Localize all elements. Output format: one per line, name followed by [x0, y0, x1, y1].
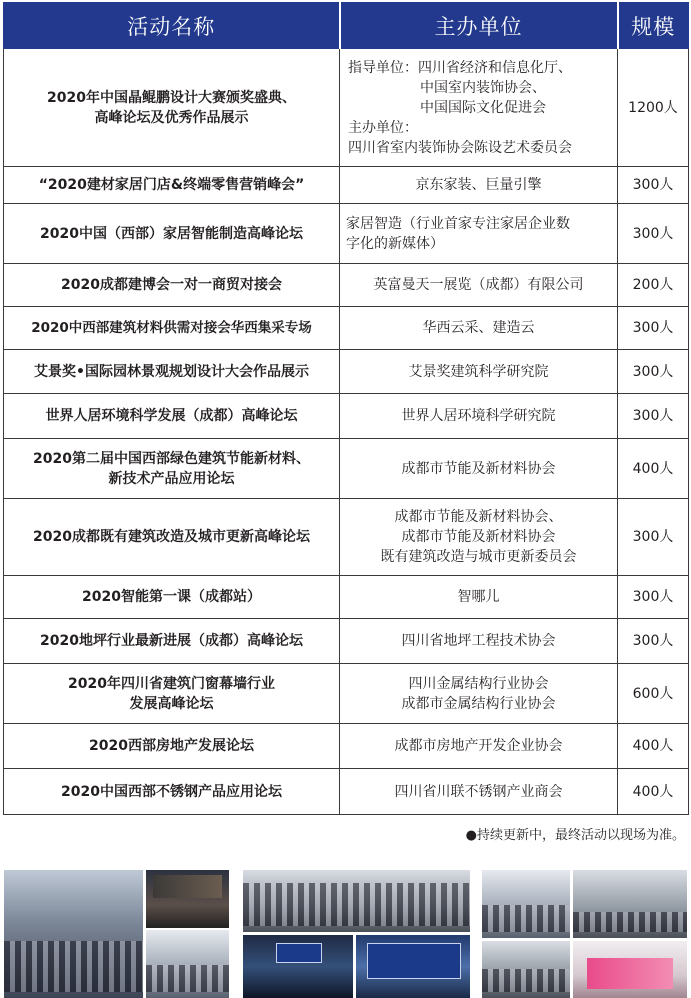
- table-row: [4, 204, 689, 264]
- event-scale: 400人: [618, 769, 689, 815]
- event-name: 2020中国西部不锈钢产品应用论坛: [4, 769, 340, 815]
- event-name: “2020建材家居门店&终端零售营销峰会”: [4, 167, 340, 204]
- event-name: 2020地坪行业最新进展（成都）高峰论坛: [4, 619, 340, 664]
- table-row: [4, 769, 689, 815]
- organizer: 四川省川联不锈钢产业商会: [340, 769, 618, 815]
- event-scale: 300人: [618, 619, 689, 664]
- event-scale: 300人: [618, 307, 689, 350]
- event-photo-attendees: [482, 941, 570, 998]
- table-row: [4, 619, 689, 664]
- event-photo-presenter: [243, 935, 353, 998]
- event-scale: 300人: [618, 394, 689, 439]
- event-name: 2020年中国晶鲲鹏设计大赛颁奖盛典、 高峰论坛及优秀作品展示: [4, 49, 340, 167]
- header-scale: 规模: [618, 3, 689, 49]
- event-name: 2020成都建博会一对一商贸对接会: [4, 264, 340, 307]
- header-event-name: 活动名称: [4, 3, 340, 49]
- event-scale: 600人: [618, 664, 689, 724]
- event-name: 2020第二届中国西部绿色建筑节能新材料、 新技术产品应用论坛: [4, 439, 340, 499]
- event-scale: 300人: [618, 350, 689, 394]
- update-note: ●持续更新中，最终活动以现场为准。: [465, 828, 685, 843]
- table-row: [4, 576, 689, 619]
- organizer: 华西云采、建造云: [340, 307, 618, 350]
- event-scale: 400人: [618, 439, 689, 499]
- event-name: 世界人居环境科学发展（成都）高峰论坛: [4, 394, 340, 439]
- table-row: [4, 350, 689, 394]
- table-row: [4, 439, 689, 499]
- organizer: 四川金属结构行业协会 成都市金属结构行业协会: [340, 664, 618, 724]
- event-scale: 400人: [618, 724, 689, 769]
- event-name: 艾景奖•国际园林景观规划设计大会作品展示: [4, 350, 340, 394]
- organizer: 指导单位：四川省经济和信息化厅、 中国室内装饰协会、 中国国际文化促进会 主办单位： 四川省室内装饰协会陈设艺术委员会: [340, 49, 618, 167]
- organizer: 艾景奖建筑科学研究院: [340, 350, 618, 394]
- event-scale: 300人: [618, 499, 689, 576]
- header-organizer: 主办单位: [340, 3, 618, 49]
- organizer: 成都市节能及新材料协会: [340, 439, 618, 499]
- event-photo-conference-hall: [4, 870, 143, 998]
- event-photo-award-stage: [573, 941, 687, 998]
- organizer: 成都市节能及新材料协会、 成都市节能及新材料协会 既有建筑改造与城市更新委员会: [340, 499, 618, 576]
- event-photo-audience: [243, 870, 470, 932]
- event-scale: 300人: [618, 204, 689, 264]
- event-photo-strip: [0, 858, 691, 998]
- event-photo-stage-banner: [146, 870, 229, 928]
- organizer: 英富曼天一展览（成都）有限公司: [340, 264, 618, 307]
- table-row: [4, 264, 689, 307]
- table-row: [4, 394, 689, 439]
- event-name: 2020中西部建筑材料供需对接会华西集采专场: [4, 307, 340, 350]
- table-row: [4, 307, 689, 350]
- event-name: 2020成都既有建筑改造及城市更新高峰论坛: [4, 499, 340, 576]
- event-name: 2020中国（西部）家居智能制造高峰论坛: [4, 204, 340, 264]
- organizer: 智哪儿: [340, 576, 618, 619]
- table-row: [4, 664, 689, 724]
- organizer: 成都市房地产开发企业协会: [340, 724, 618, 769]
- events-table: [3, 2, 689, 815]
- event-photo-forum-room: [482, 870, 570, 938]
- table-row: [4, 724, 689, 769]
- table-row: [4, 49, 689, 167]
- organizer: 四川省地坪工程技术协会: [340, 619, 618, 664]
- table-header-row: [4, 3, 689, 49]
- event-photo-presentation-screen: [356, 935, 470, 998]
- event-name: 2020西部房地产发展论坛: [4, 724, 340, 769]
- table-row: [4, 167, 689, 204]
- event-photo-podium-speaker: [573, 870, 687, 938]
- event-photo-speaker: [146, 930, 229, 998]
- event-scale: 200人: [618, 264, 689, 307]
- event-scale: 1200人: [618, 49, 689, 167]
- event-name: 2020智能第一课（成都站）: [4, 576, 340, 619]
- event-scale: 300人: [618, 576, 689, 619]
- table-row: [4, 499, 689, 576]
- organizer: 京东家装、巨量引擎: [340, 167, 618, 204]
- organizer: 家居智造（行业首家专注家居企业数 字化的新媒体）: [340, 204, 618, 264]
- organizer: 世界人居环境科学研究院: [340, 394, 618, 439]
- event-name: 2020年四川省建筑门窗幕墙行业 发展高峰论坛: [4, 664, 340, 724]
- event-scale: 300人: [618, 167, 689, 204]
